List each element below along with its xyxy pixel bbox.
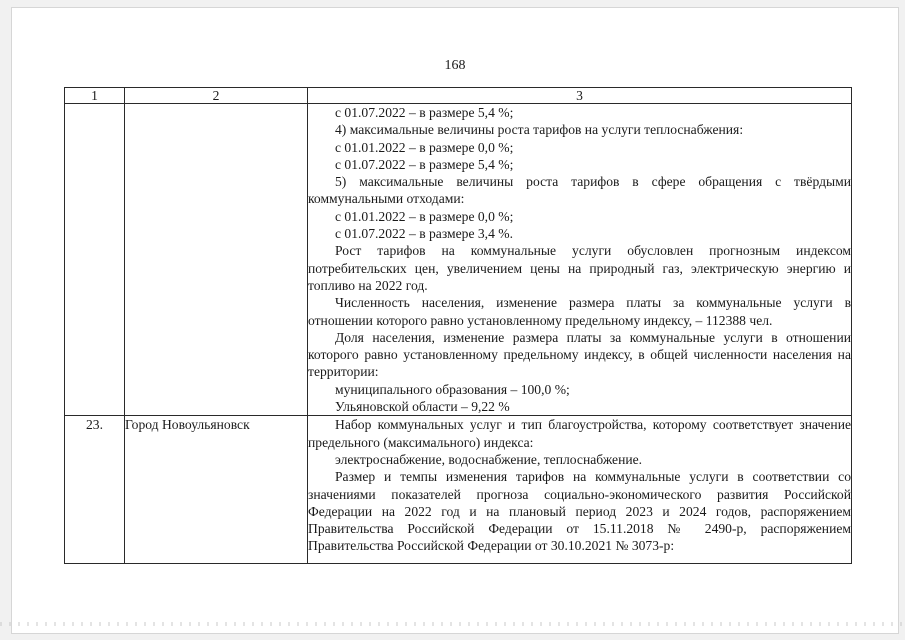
column-header-3: 3 <box>308 88 852 104</box>
text-line: с 01.07.2022 – в размере 5,4 %; <box>335 156 514 172</box>
text-paragraph: 5) максимальные величины роста тарифов в сфере обращения с твёрдыми коммунальными отходами: <box>308 174 851 207</box>
text-line: с 01.07.2022 – в размере 3,4 %. <box>335 226 513 242</box>
tariff-table <box>64 87 852 564</box>
text-line: с 01.07.2022 – в размере 5,4 %; <box>335 105 514 120</box>
text-paragraph: Рост тарифов на коммунальные услуги обусловлен прогнозным индексом потребительских цен, увеличением цены на природный газ, электрическую энергию и топливо на 2022 год. <box>308 243 851 293</box>
text-paragraph: Набор коммунальных услуг и тип благоустройства, которому соответствует значение предельного (максимального) индекса: <box>308 417 851 450</box>
continuation-spacer <box>308 555 851 563</box>
text-paragraph: Доля населения, изменение размера платы за коммунальные услуги в отношении которого равно установленному предельному индексу, в общей численности населения на территории: <box>308 329 851 380</box>
text-line: муниципального образования – 100,0 %; <box>335 381 570 397</box>
text-line: Ульяновской области – 9,22 % <box>335 399 510 415</box>
text-line: электроснабжение, водоснабжение, теплоснабжение. <box>335 451 643 467</box>
text-paragraph: Численность населения, изменение размера платы за коммунальные услуги в отношении которого равно установленному предельному индексу, – 112388 чел. <box>308 295 851 328</box>
text-line: с 01.01.2022 – в размере 0,0 %; <box>335 139 514 155</box>
municipality-name: Город Новоульяновск <box>125 416 308 563</box>
row-description <box>308 104 852 416</box>
scan-noise-strip <box>0 622 905 626</box>
text-line: 4) максимальные величины роста тарифов на услуги теплоснабжения: <box>335 122 744 138</box>
document-page <box>11 7 899 634</box>
municipality-name <box>125 104 308 416</box>
text-paragraph: Размер и темпы изменения тарифов на коммунальные услуги в соответствии со значениями показателей прогноза социально-экономического развития Российской Федерации на 2022 год и на плановый период 2023 и 2024 годов, распоряжением Правительства Российской Федерации от 15.11.2018 № 2490-р, распоряжением Правительства Российской Федерации от 30.10.2021 № 3073-р: <box>308 469 851 554</box>
table-header-row <box>65 88 852 104</box>
row-description <box>308 416 852 563</box>
column-header-2: 2 <box>125 88 308 104</box>
table-row <box>65 416 852 563</box>
row-number <box>65 104 125 416</box>
page-number: 168 <box>444 58 466 73</box>
text-line: с 01.01.2022 – в размере 0,0 %; <box>335 208 514 224</box>
column-header-1: 1 <box>65 88 125 104</box>
table-row <box>65 104 852 416</box>
row-number: 23. <box>65 416 125 563</box>
